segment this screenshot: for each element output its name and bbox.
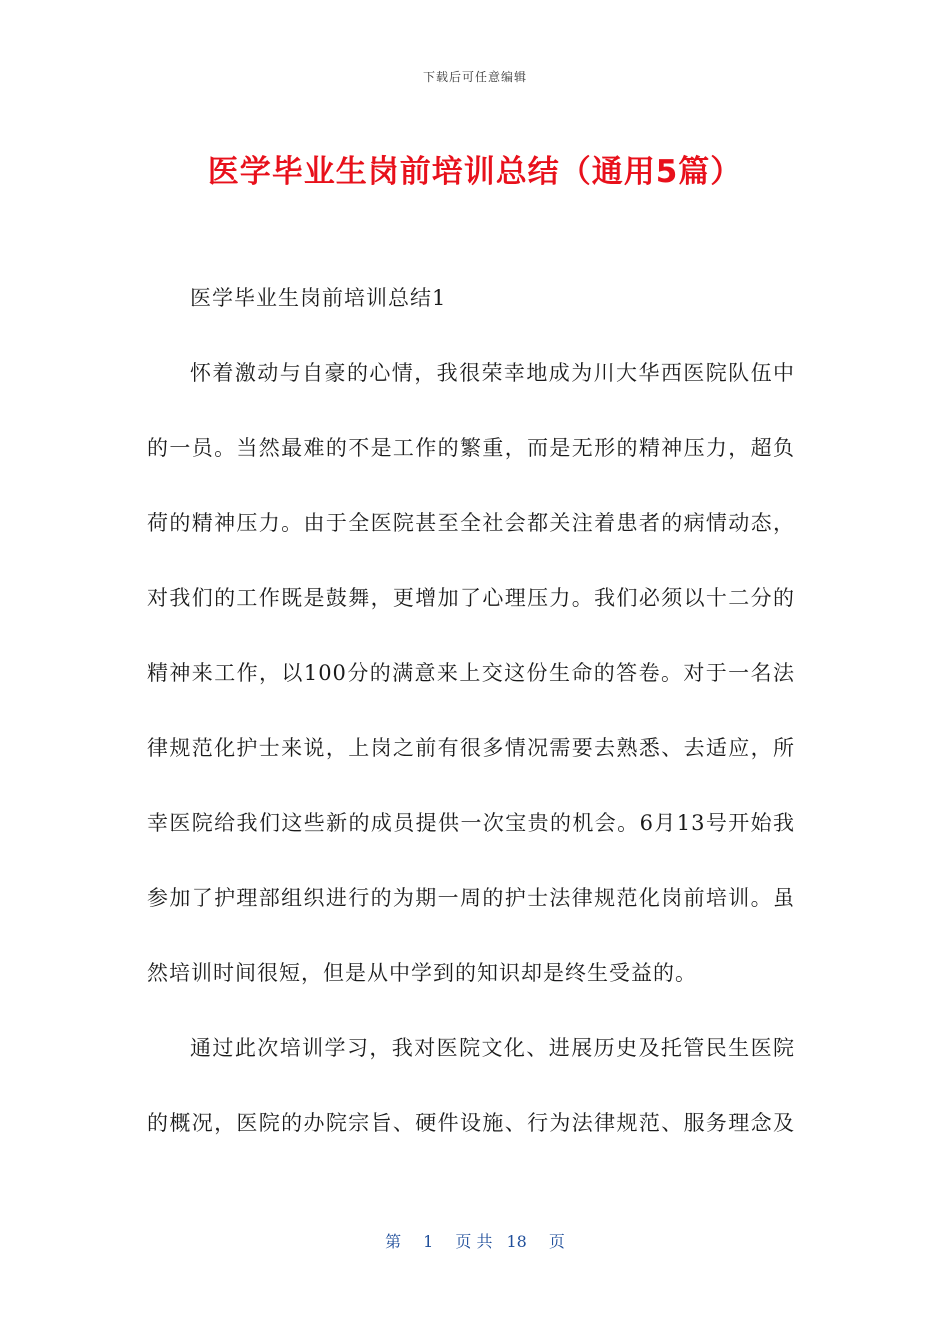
body-line: 精神来工作，以100分的满意来上交这份生命的答卷。对于一名法 xyxy=(147,661,795,685)
header-note: 下载后可任意编辑 xyxy=(422,70,527,84)
page-total: 18 xyxy=(506,1232,527,1251)
body-line: 的一员。当然最难的不是工作的繁重，而是无形的精神压力，超负 xyxy=(147,436,795,460)
body-line: 幸医院给我们这些新的成员提供一次宝贵的机会。6月13号开始我 xyxy=(147,811,795,835)
body-line: 通过此次培训学习，我对医院文化、进展历史及托管民生医院 xyxy=(190,1036,795,1060)
body-line: 参加了护理部组织进行的为期一周的护士法律规范化岗前培训。虽 xyxy=(147,886,795,910)
page-suffix: 页 xyxy=(548,1232,565,1251)
page-current: 1 xyxy=(423,1232,434,1251)
body-line: 荷的精神压力。由于全医院甚至全社会都关注着患者的病情动态， xyxy=(147,511,795,535)
page-footer xyxy=(0,1229,950,1252)
body-line: 怀着激动与自豪的心情，我很荣幸地成为川大华西医院队伍中 xyxy=(190,361,795,385)
body-line: 的概况，医院的办院宗旨、硬件设施、行为法律规范、服务理念及 xyxy=(147,1111,795,1135)
document-body xyxy=(147,282,795,1182)
body-line: 医学毕业生岗前培训总结1 xyxy=(190,286,447,310)
document-title: 医学毕业生岗前培训总结（通用5篇） xyxy=(207,154,743,190)
body-line: 然培训时间很短，但是从中学到的知识却是终生受益的。 xyxy=(147,961,697,985)
page-mid: 页 共 xyxy=(455,1232,493,1251)
page-prefix: 第 xyxy=(385,1232,402,1251)
body-line: 律规范化护士来说，上岗之前有很多情况需要去熟悉、去适应，所 xyxy=(147,736,795,760)
body-line: 对我们的工作既是鼓舞，更增加了心理压力。我们必须以十二分的 xyxy=(147,586,795,610)
